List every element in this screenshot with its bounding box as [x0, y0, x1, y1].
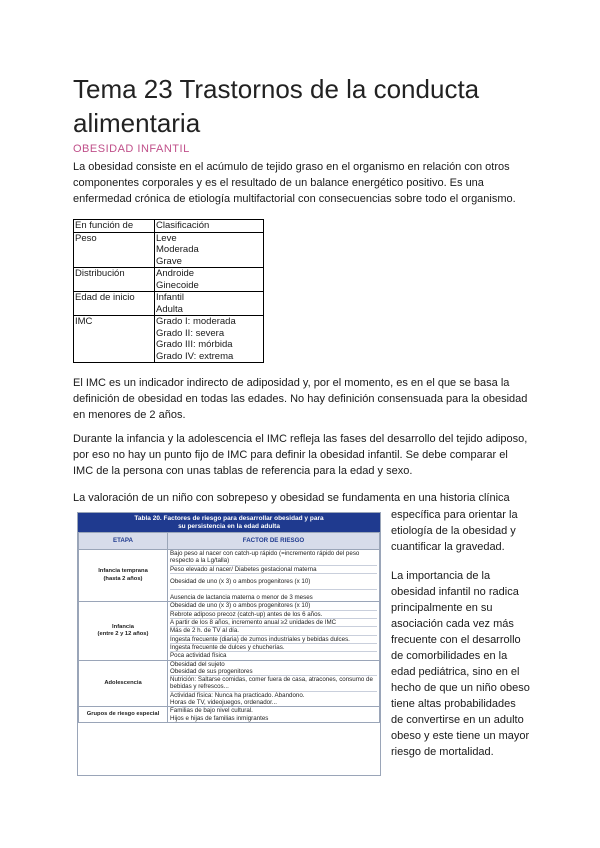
risk-factor: Más de 2 h. de TV al día. — [170, 627, 377, 635]
risk-factor: Peso elevado al nacer/ Diabetes gestacional materna — [170, 566, 377, 574]
risk-header-factor: FACTOR DE RIESGO — [168, 533, 380, 550]
risk-factor: Bajo peso al nacer con catch-up rápido (=incremento rápido del peso respecto a la Lg/talla) — [170, 550, 377, 566]
risk-header-row — [79, 533, 380, 550]
risk-factor-line: Familias de bajo nivel cultural. — [170, 707, 253, 715]
classification-criterion: Peso — [74, 232, 155, 268]
classification-header-row — [74, 220, 264, 233]
classification-header-criterion: En función de — [74, 220, 155, 233]
classification-value: Ginecoide — [156, 279, 199, 291]
classification-header-values: Clasificación — [155, 220, 264, 233]
risk-factor: Obesidad de uno (x 3) o ambos progenitores (x 10) — [170, 574, 377, 590]
risk-factors-figure — [77, 512, 381, 776]
valoracion-lead-paragraph: La valoración de un niño con sobrepeso y obesidad se fundamenta en una historia clínica — [73, 492, 510, 504]
risk-factor-cell — [168, 707, 380, 723]
risk-factor — [170, 707, 377, 722]
classification-values — [155, 316, 264, 363]
risk-factor-cell — [168, 550, 380, 602]
risk-stage-range: (entre 2 y 12 años) — [97, 631, 149, 638]
classification-criterion: Edad de inicio — [74, 292, 155, 316]
classification-row — [74, 292, 264, 316]
risk-stage-name: Adolescencia — [104, 679, 142, 686]
risk-factor: Ingesta frecuente de dulces y chucherías. — [170, 644, 377, 652]
classification-row — [74, 268, 264, 292]
risk-factor: Nutrición: Saltarse comidas, comer fuera de casa, atracones, consumo de bebidas y refrescos... — [170, 676, 377, 692]
risk-factor-cell — [168, 602, 380, 660]
risk-stage-name: Infancia — [112, 623, 134, 630]
risk-factor: Obesidad de uno (x 3) o ambos progenitores (x 10) — [170, 602, 377, 610]
classification-values — [155, 292, 264, 316]
classification-value: Grado IV: extrema — [156, 350, 234, 362]
imc-paragraph: El IMC es un indicador indirecto de adiposidad y, por el momento, es en el que se basa la definición de obesidad en todas las edades. No hay definición consensuada para la obesidad en menores de 2 años. — [73, 377, 528, 421]
risk-table-title — [78, 513, 380, 532]
risk-factor-line: Actividad física: Nunca ha practicado. Abandono. — [170, 691, 305, 699]
risk-factors-table — [78, 532, 380, 723]
risk-stage-row — [79, 550, 380, 602]
risk-factor: Ingesta frecuente (diaria) de zumos industriales y bebidas dulces. — [170, 636, 377, 644]
classification-value: Grado III: mórbida — [156, 339, 233, 350]
classification-value: Moderada — [156, 244, 199, 255]
classification-row — [74, 316, 264, 363]
page-title: Tema 23 Trastornos de la conducta alimentaria — [73, 74, 480, 138]
classification-criterion: Distribución — [74, 268, 155, 292]
classification-value: Grado I: moderada — [156, 316, 236, 327]
risk-factor — [170, 661, 377, 677]
risk-table-title-line1: Tabla 20. Factores de riesgo para desarrollar obesidad y para — [134, 515, 324, 522]
risk-factor: Rebrote adiposo precoz (catch-up) antes de los 6 años. — [170, 611, 377, 619]
risk-stage-row — [79, 707, 380, 723]
intro-paragraph: La obesidad consiste en el acúmulo de tejido graso en el organismo en relación con otros componentes corporales y es el resultado de un balance energético positivo. Es una enfermedad crónica de etiología multifactorial con consecuencias sobre todo el organismo. — [73, 161, 516, 205]
classification-value: Grado II: severa — [156, 327, 225, 339]
classification-values — [155, 268, 264, 292]
importancia-paragraph: La importancia de la obesidad infantil no radica principalmente en su asociación cada vez más frecuente con el desarrollo de comorbilidades en la edad pediátrica, sino en el hecho de que un niño obeso tiene altas probabilidades de convertirse en un adulto obeso y este tiene un mayor riesgo de mortalidad. — [391, 570, 530, 758]
risk-factor-line: Obesidad de sus progenitores — [170, 667, 253, 675]
risk-factor-cell — [168, 660, 380, 707]
risk-stage-cell — [79, 550, 168, 602]
classification-row — [74, 232, 264, 268]
risk-stage-row — [79, 660, 380, 707]
risk-stage-range: (hasta 2 años) — [103, 575, 143, 582]
risk-factor: Poca actividad física — [170, 652, 227, 660]
risk-stage-cell — [79, 707, 168, 723]
risk-factor-line: Hijos e hijas de familias inmigrantes — [170, 714, 269, 722]
classification-value: Grave — [156, 255, 182, 267]
risk-factor: A partir de los 8 años, incremento anual ≥2 unidades de IMC — [170, 619, 377, 627]
risk-factor-line: Horas de TV, videojuegos, ordenador... — [170, 699, 277, 707]
classification-value: Infantil — [156, 292, 184, 303]
classification-value: Androide — [156, 268, 195, 279]
classification-criterion: IMC — [74, 316, 155, 363]
risk-stage-name: Grupos de riesgo especial — [86, 710, 160, 717]
section-heading: OBESIDAD INFANTIL — [73, 143, 190, 155]
classification-value: Adulta — [156, 303, 183, 315]
classification-table — [73, 219, 264, 363]
infancia-paragraph: Durante la infancia y la adolescencia el IMC refleja las fases del desarrollo del tejido adiposo, por eso no hay un punto fijo de IMC para definir la obesidad infantil. Se debe comparar el IMC de la persona con unas tablas de referencia para la edad y sexo. — [73, 433, 528, 477]
risk-header-stage: ETAPA — [79, 533, 168, 550]
valoracion-side-paragraph: específica para orientar la etiología de la obesidad y cuantificar la gravedad. — [391, 509, 518, 553]
risk-factor-line: Obesidad del sujeto — [170, 660, 225, 668]
risk-factor — [170, 692, 377, 707]
risk-table-title-line2: su persistencia en la edad adulta — [178, 523, 280, 530]
classification-values — [155, 232, 264, 268]
classification-value: Leve — [156, 232, 177, 244]
risk-stage-cell — [79, 602, 168, 660]
risk-stage-row — [79, 602, 380, 660]
risk-stage-cell — [79, 660, 168, 707]
risk-stage-name: Infancia temprana — [98, 568, 148, 575]
risk-factor: Ausencia de lactancia materna o menor de 3 meses — [170, 594, 313, 602]
